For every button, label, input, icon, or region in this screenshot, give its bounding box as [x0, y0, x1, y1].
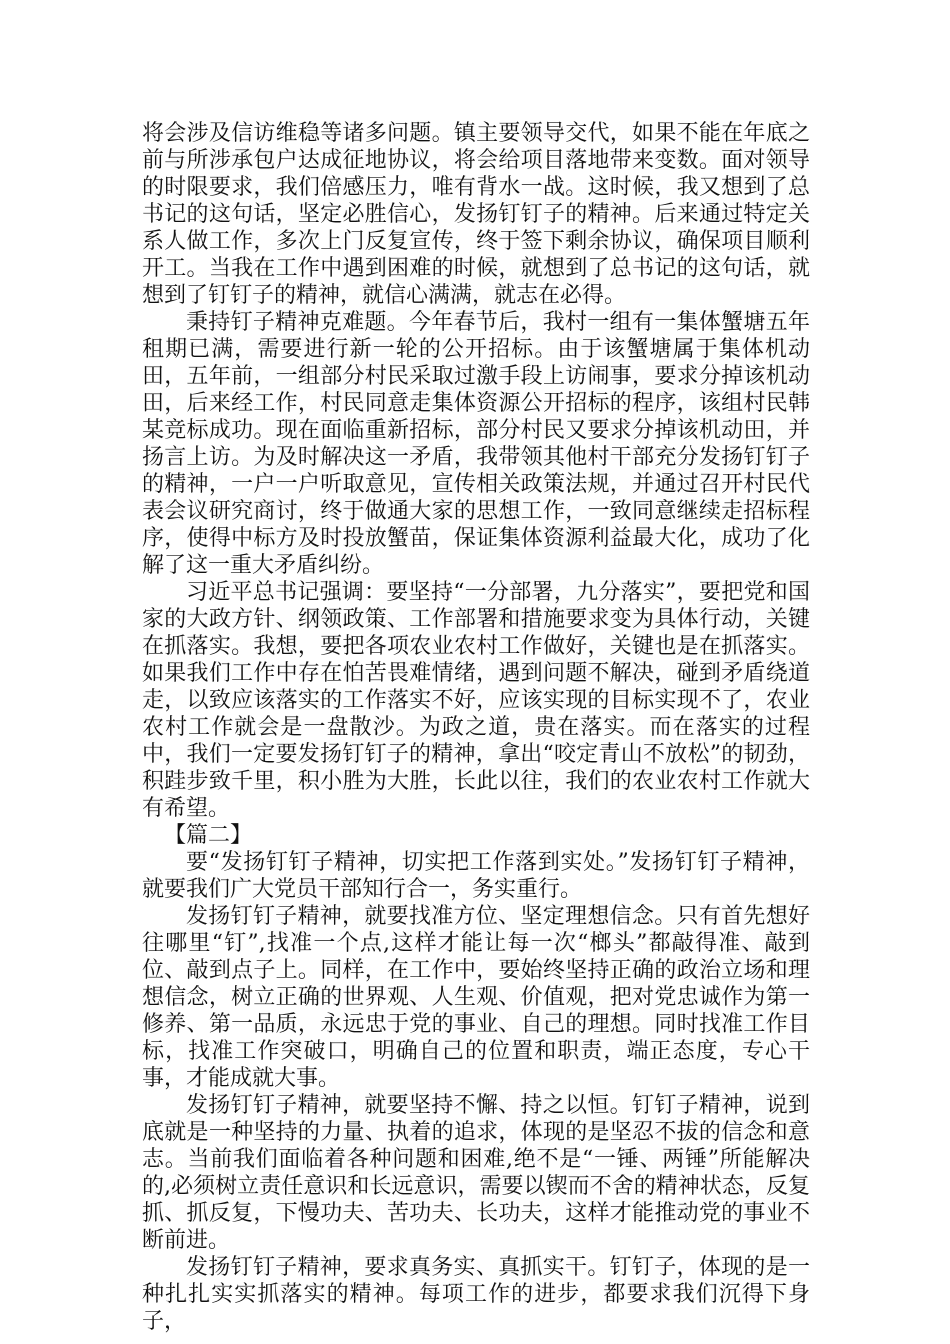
paragraph-direction: 发扬钉钉子精神，就要找准方位、坚定理想信念。只有首先想好往哪里“钉”,找准一个点,这样才能让每一次“榔头”都敲得准、敲到位、敲到点子上。同样，在工作中，要始终坚持正确的政治立场和理想信念，树立正确的世界观、人生观、价值观，把对党忠诚作为第一修养、第一品质，永远忠于党的事业、自己的理想。同时找准工作目标，找准工作突破口，明确自己的位置和职责，端正态度，专心干事，才能成就大事。: [142, 904, 810, 1091]
paragraph-continuation: 将会涉及信访维稳等诸多问题。镇主要领导交代，如果不能在年底之前与所涉承包户达成征地协议，将会给项目落地带来变数。面对领导的时限要求，我们倍感压力，唯有背水一战。这时候，我又想到了总书记的这句话，坚定必胜信心，发扬钉钉子的精神。后来通过特定关系人做工作，多次上门反复宣传，终于签下剩余协议，确保项目顺利开工。当我在工作中遇到困难的时候，就想到了总书记的这句话，就想到了钉钉子的精神，就信心满满，就志在必得。: [142, 121, 810, 308]
paragraph-intro: 要“发扬钉钉子精神，切实把工作落到实处。”发扬钉钉子精神，就要我们广大党员干部知行合一，务实重行。: [142, 850, 810, 902]
paragraph-implementation: 习近平总书记强调：要坚持“一分部署，九分落实”，要把党和国家的大政方针、纲领政策、工作部署和措施要求变为具体行动，关键在抓落实。我想，要把各项农业农村工作做好，关键也是在抓落实。如果我们工作中存在怕苦畏难情绪，遇到问题不解决，碰到矛盾绕道走，以致应该落实的工作落实不好，应该实现的目标实现不了，农业农村工作就会是一盘散沙。为政之道，贵在落实。而在落实的过程中，我们一定要发扬钉钉子的精神，拿出“咬定青山不放松”的韧劲，积跬步致千里，积小胜为大胜，长此以往，我们的农业农村工作就大有希望。: [142, 580, 810, 821]
document-page: [142, 120, 810, 1335]
paragraph-crab-pond: 秉持钉子精神克难题。今年春节后，我村一组有一集体蟹塘五年租期已满，需要进行新一轮的公开招标。由于该蟹塘属于集体机动田，五年前，一组部分村民采取过激手段上访闹事，要求分掉该机动田，后来经工作，村民同意走集体资源公开招标的程序，该组村民韩某竞标成功。现在面临重新招标，部分村民又要求分掉该机动田，并扬言上访。为及时解决这一矛盾，我带领其他村干部充分发扬钉钉子的精神，一户一户听取意见，宣传相关政策法规，并通过召开村民代表会议研究商讨，终于做通大家的思想工作，一致同意继续走招标程序，使得中标方及时投放蟹苗，保证集体资源利益最大化，成功了化解了这一重大矛盾纠纷。: [142, 310, 810, 578]
section-heading: 【篇二】: [164, 823, 253, 848]
paragraph-practical: 发扬钉钉子精神，要求真务实、真抓实干。钉钉子，体现的是一种扎扎实实抓落实的精神。每项工作的进步，都要求我们沉得下身子，: [142, 1255, 810, 1334]
paragraph-persistence: 发扬钉钉子精神，就要坚持不懈、持之以恒。钉钉子精神，说到底就是一种坚持的力量、执着的追求，体现的是坚忍不拔的信念和意志。当前我们面临着各种问题和困难,绝不是“一锤、两锤”所能解决的,必须树立责任意识和长远意识，需要以锲而不舍的精神状态，反复抓、抓反复，下慢功夫、苦功夫、长功夫，这样才能推动党的事业不断前进。: [142, 1093, 810, 1253]
